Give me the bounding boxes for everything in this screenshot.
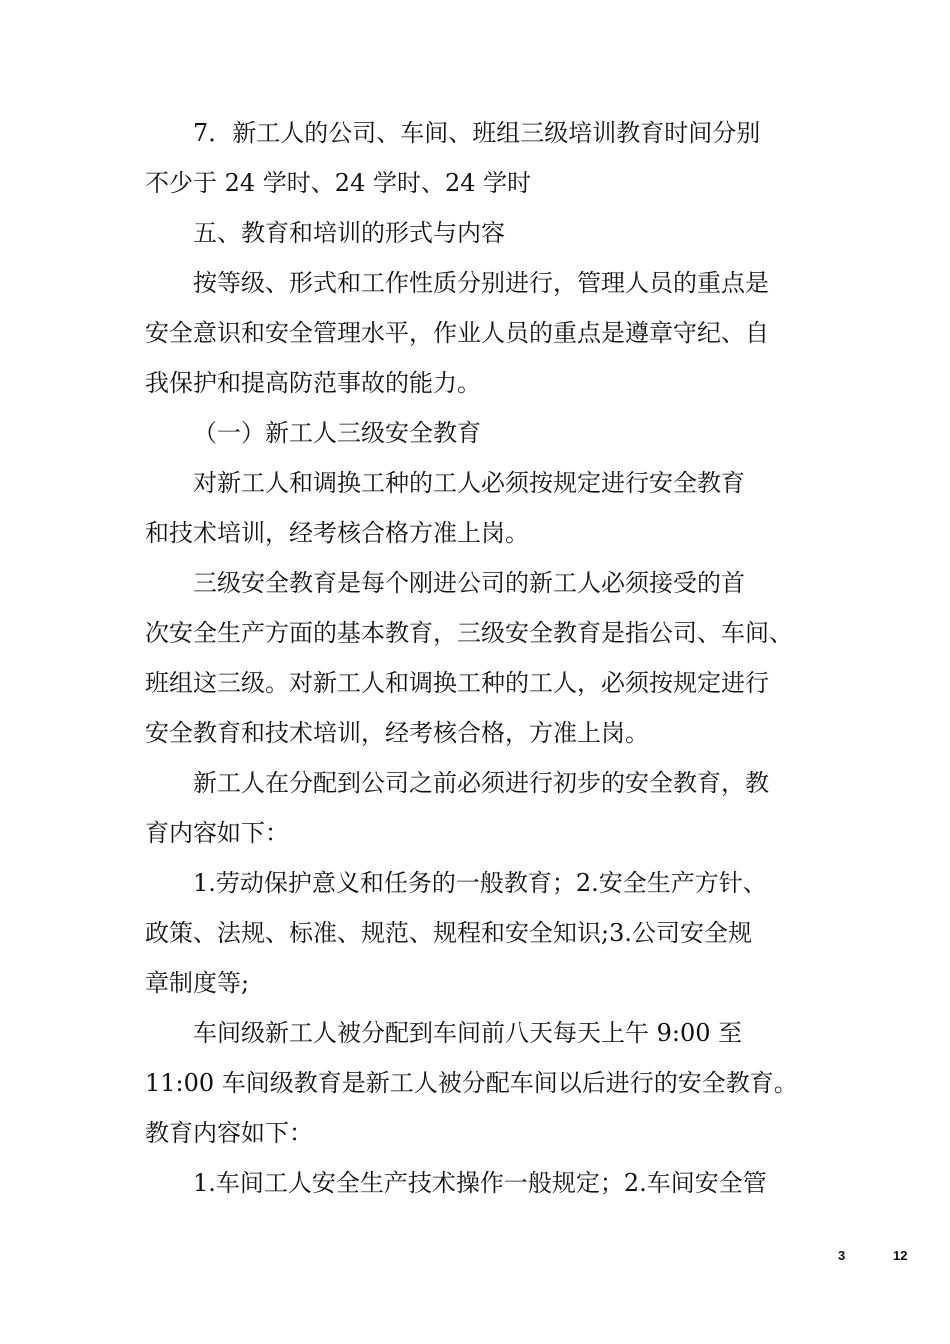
page-number: 3 [838,1248,846,1263]
text-line: 安全教育和技术培训，经考核合格，方准上岗。 [145,719,649,747]
text-line: 7．新工人的公司、车间、班组三级培训教育时间分别 [193,119,761,147]
text-line: 政策、法规、标准、规范、规程和安全知识;3.公司安全规 [145,919,752,947]
text-line: 次安全生产方面的基本教育，三级安全教育是指公司、车间、 [145,619,793,647]
text-line: 按等级、形式和工作性质分别进行，管理人员的重点是 [193,269,769,297]
section-heading: 五、教育和培训的形式与内容 [193,219,505,247]
text-line: 11:00 车间级教育是新工人被分配车间以后进行的安全教育。 [145,1069,798,1097]
text-line: 安全意识和安全管理水平，作业人员的重点是遵章守纪、自 [145,319,769,347]
text-line: 班组这三级。对新工人和调换工种的工人，必须按规定进行 [145,669,769,697]
text-line: 教育内容如下： [145,1119,313,1147]
text-line: 三级安全教育是每个刚进公司的新工人必须接受的首 [193,569,745,597]
text-line: 对新工人和调换工种的工人必须按规定进行安全教育 [193,469,745,497]
text-line: 和技术培训，经考核合格方准上岗。 [145,519,529,547]
text-line: 章制度等; [145,969,250,997]
text-line: 1.车间工人安全生产技术操作一般规定；2.车间安全管 [193,1169,767,1197]
text-line: 不少于 24 学时、24 学时、24 学时 [145,169,532,197]
total-pages: 12 [893,1248,908,1263]
text-line: 1.劳动保护意义和任务的一般教育；2.安全生产方针、 [193,869,767,897]
subsection-heading: （一）新工人三级安全教育 [193,419,481,447]
text-line: 我保护和提高防范事故的能力。 [145,369,481,397]
text-line: 车间级新工人被分配到车间前八天每天上午 9:00 至 [193,1019,743,1047]
text-line: 育内容如下： [145,819,289,847]
text-line: 新工人在分配到公司之前必须进行初步的安全教育，教 [193,769,769,797]
